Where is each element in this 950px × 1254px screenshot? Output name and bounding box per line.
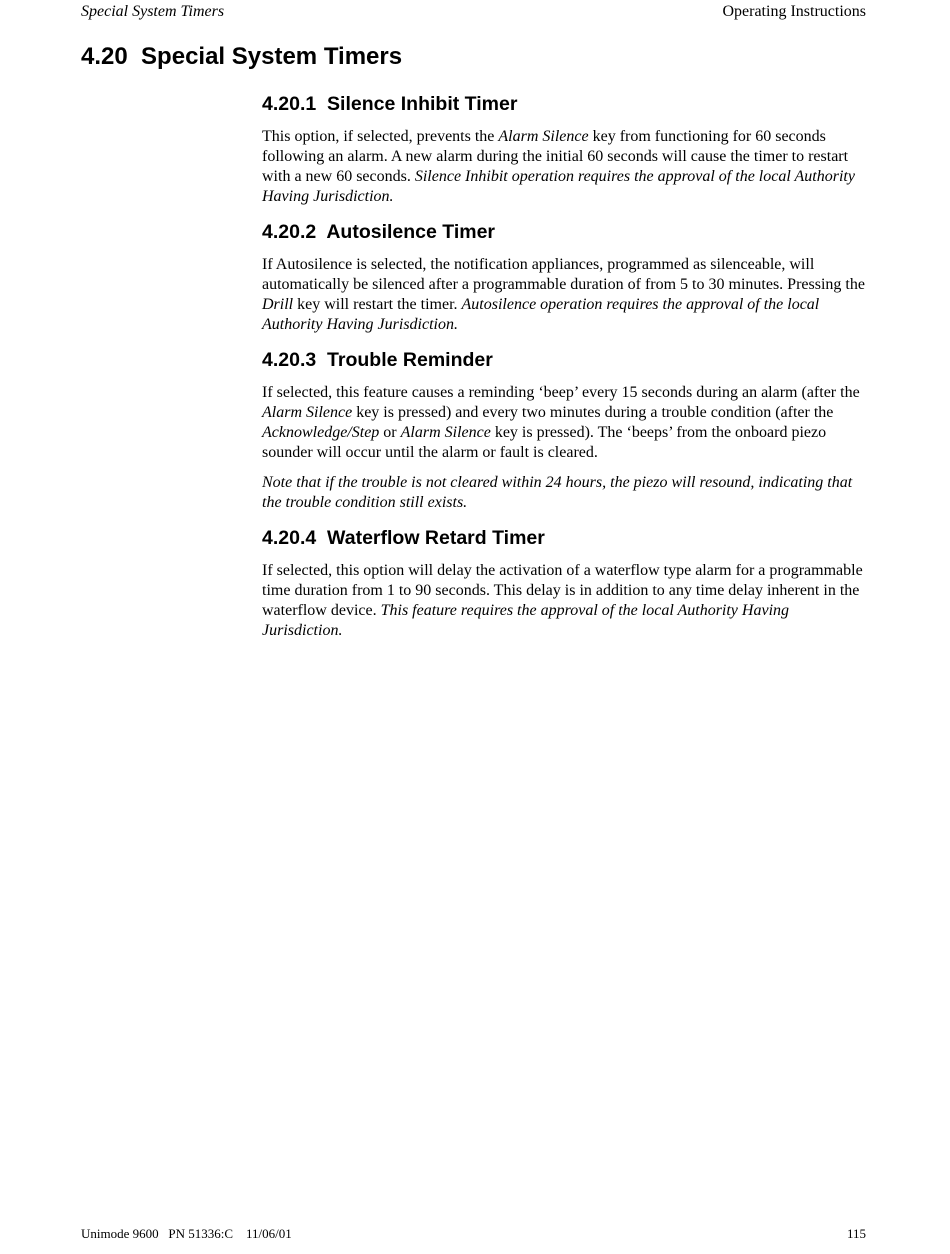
text-run: If selected, this option will delay the activation of a waterflow type alarm for a programmable time duration from 1 to 90 seconds. This delay is in addition to any time delay inherent in the waterflow device. [262,562,863,619]
section-autosilence-timer [262,218,867,335]
key-name-alarm-silence: Alarm Silence [262,404,353,421]
note-paragraph [262,473,867,513]
key-name-acknowledge-step: Acknowledge/Step [262,424,380,441]
approval-note: Silence Inhibit operation requires the approval of the local Authority Having Jurisdiction. [262,168,855,205]
page-content [262,90,867,641]
note-text: Note that if the trouble is not cleared within 24 hours, the piezo will resound, indicating that the trouble condition still exists. [262,474,853,511]
section-trouble-reminder [262,346,867,513]
key-name-alarm-silence: Alarm Silence [498,128,589,145]
running-header-section: Special System Timers [81,3,225,20]
body-paragraph [262,383,867,463]
key-name-drill: Drill [262,296,294,313]
text-run: key is pressed). The ‘beeps’ from the onboard piezo sounder will occur until the alarm or fault is cleared. [262,424,827,461]
approval-note: This feature requires the approval of the local Authority Having Jurisdiction. [262,602,790,639]
key-name-alarm-silence: Alarm Silence [400,424,491,441]
body-paragraph [262,561,867,641]
section-waterflow-retard-timer [262,524,867,641]
section-silence-inhibit-timer [262,90,867,207]
section-title: 4.20.2 Autosilence Timer [262,221,496,243]
text-run: This option, if selected, prevents the [262,128,499,145]
approval-note: Autosilence operation requires the approval of the local Authority Having Jurisdiction. [262,296,820,333]
section-title: 4.20.3 Trouble Reminder [262,349,493,371]
footer-document-id: Unimode 9600 PN 51336:C 11/06/01 [81,1226,292,1241]
section-title: 4.20.4 Waterflow Retard Timer [262,527,545,549]
page-number: 115 [846,1226,866,1241]
section-title: 4.20.1 Silence Inhibit Timer [262,93,518,115]
text-run: or [379,424,401,441]
body-paragraph [262,127,867,207]
text-run: key will restart the timer. [293,296,462,313]
text-run: key is pressed) and every two minutes during a trouble condition (after the [352,404,834,421]
text-run: If selected, this feature causes a reminding ‘beep’ every 15 seconds during an alarm (after the [262,384,860,401]
running-header-chapter: Operating Instructions [722,3,866,20]
text-run: key from functioning for 60 seconds following an alarm. A new alarm during the initial 60 seconds will cause the timer to restart with a new 60 seconds. [262,128,849,185]
chapter-title: 4.20 Special System Timers [81,43,403,70]
text-run: If Autosilence is selected, the notification appliances, programmed as silenceable, will automatically be silenced after a programmable duration of from 5 to 30 minutes. Pressing the [262,256,865,293]
body-paragraph [262,255,867,335]
